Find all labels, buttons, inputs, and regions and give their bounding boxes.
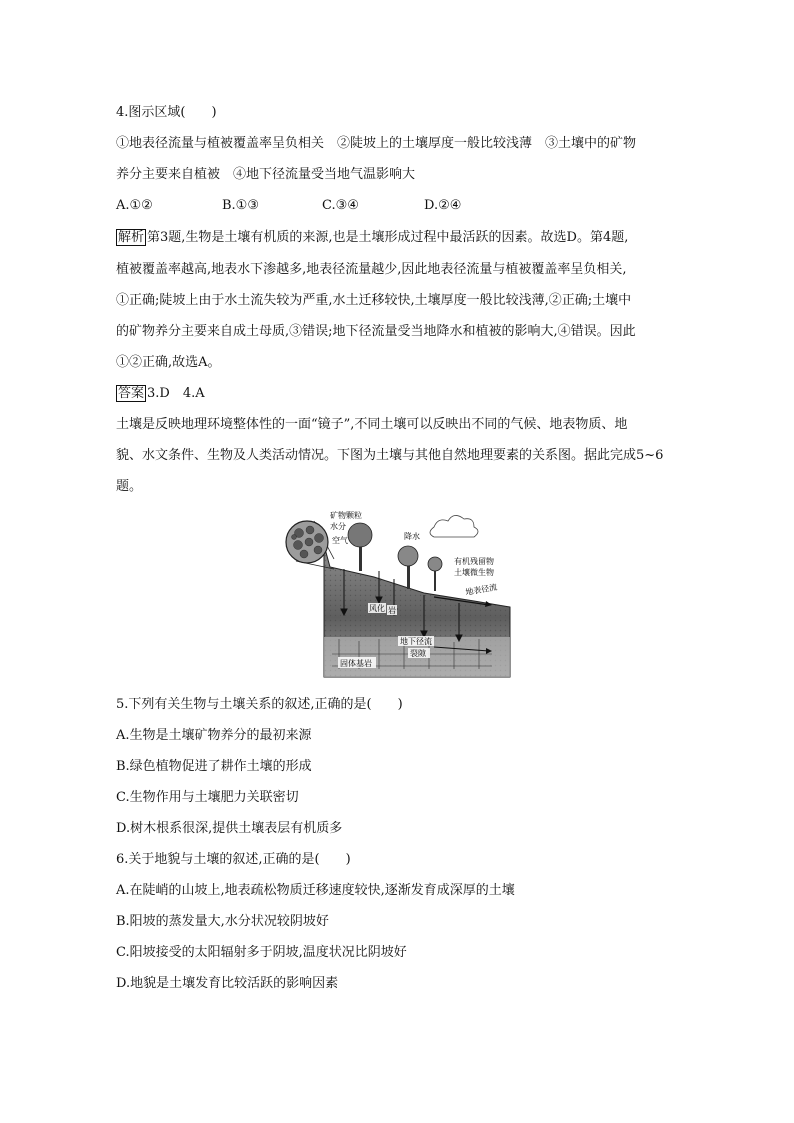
analysis-tag: 解析 — [118, 230, 145, 245]
label-air: 空气 — [332, 536, 348, 545]
label-organic: 有机残留物 — [454, 557, 494, 566]
analysis-text: 第3题,生物是土壤有机质的来源,也是土壤形成过程中最活跃的因素。故选D。第4题, — [147, 230, 629, 245]
analysis-line4: 的矿物养分主要来自成土母质,③错误;地下径流量受当地降水和植被的影响大,④错误。因此 — [116, 324, 636, 339]
analysis-line1 — [116, 230, 628, 246]
intro-line3: 题。 — [116, 479, 143, 494]
answer-line — [116, 386, 205, 402]
q5-stem: 5.下列有关生物与土壤关系的叙述,正确的是( ) — [116, 697, 403, 712]
q6-stem: 6.关于地貌与土壤的叙述,正确的是( ) — [116, 852, 351, 867]
q6-option-d: D.地貌是土壤发育比较活跃的影响因素 — [116, 976, 339, 991]
analysis-line3: ①正确;陡坡上由于水土流失较为严重,水土迁移较快,土壤厚度一般比较浅薄,②正确;土壤中 — [116, 293, 632, 308]
analysis-line5: ①②正确,故选A。 — [116, 355, 221, 370]
answer-tag: 答案 — [118, 386, 145, 401]
tree-3 — [428, 557, 442, 591]
label-microbe: 土壤微生物 — [454, 568, 494, 577]
q5-option-b: B.绿色植物促进了耕作土壤的形成 — [116, 759, 312, 774]
q6-option-a: A.在陡峭的山坡上,地表疏松物质迁移速度较快,逐渐发育成深厚的土壤 — [116, 883, 515, 898]
q5-option-a: A.生物是土壤矿物养分的最初来源 — [116, 728, 312, 743]
label-mineral: 矿物颗粒 — [330, 511, 362, 520]
label-surface-runoff: 地表径流 — [464, 582, 498, 597]
q6-option-c: C.阳坡接受的太阳辐射多于阴坡,温度状况比阴坡好 — [116, 945, 407, 960]
intro-line2: 貌、水文条件、生物及人类活动情况。下图为土壤与其他自然地理要素的关系图。据此完成5~6 — [116, 448, 664, 463]
soil-relationship-figure — [284, 509, 498, 679]
label-rain: 降水 — [404, 532, 420, 541]
label-water: 水分 — [330, 522, 346, 531]
label-weathering: 风化 — [369, 604, 385, 613]
q5-option-c: C.生物作用与土壤肥力关联密切 — [116, 790, 299, 805]
analysis-line2: 植被覆盖率越高,地表水下渗越多,地表径流量越少,因此地表径流量与植被覆盖率呈负相关, — [116, 262, 627, 277]
intro-line1: 土壤是反映地理环境整体性的一面“镜子”,不同土壤可以反映出不同的气候、地表物质、地 — [116, 417, 628, 432]
q4-options — [116, 198, 461, 214]
tree-2 — [398, 546, 418, 589]
q4-stem: 4.图示区域( ) — [116, 105, 217, 120]
label-underground-runoff: 地下径流 — [400, 637, 432, 646]
tree-1 — [348, 523, 372, 571]
label-bedrock: 固体基岩 — [340, 659, 372, 668]
q4-statements-line2: 养分主要来自植被 ④地下径流量受当地气温影响大 — [116, 167, 416, 182]
q4-option-b: B.①③ — [222, 198, 259, 213]
label-rock: 岩 — [388, 606, 396, 615]
answer-text: 3.D 4.A — [147, 386, 205, 401]
q5-option-d: D.树木根系很深,提供土壤表层有机质多 — [116, 821, 343, 836]
cloud-icon — [430, 515, 478, 537]
q4-option-d: D.②④ — [424, 198, 462, 213]
q4-option-c: C.③④ — [322, 198, 359, 213]
q6-option-b: B.阳坡的蒸发量大,水分状况较阴坡好 — [116, 914, 329, 929]
q4-statements-line1: ①地表径流量与植被覆盖率呈负相关 ②陡坡上的土壤厚度一般比较浅薄 ③土壤中的矿物 — [116, 136, 637, 151]
q4-option-a: A.①② — [116, 198, 153, 213]
label-fissure: 裂隙 — [410, 649, 426, 658]
